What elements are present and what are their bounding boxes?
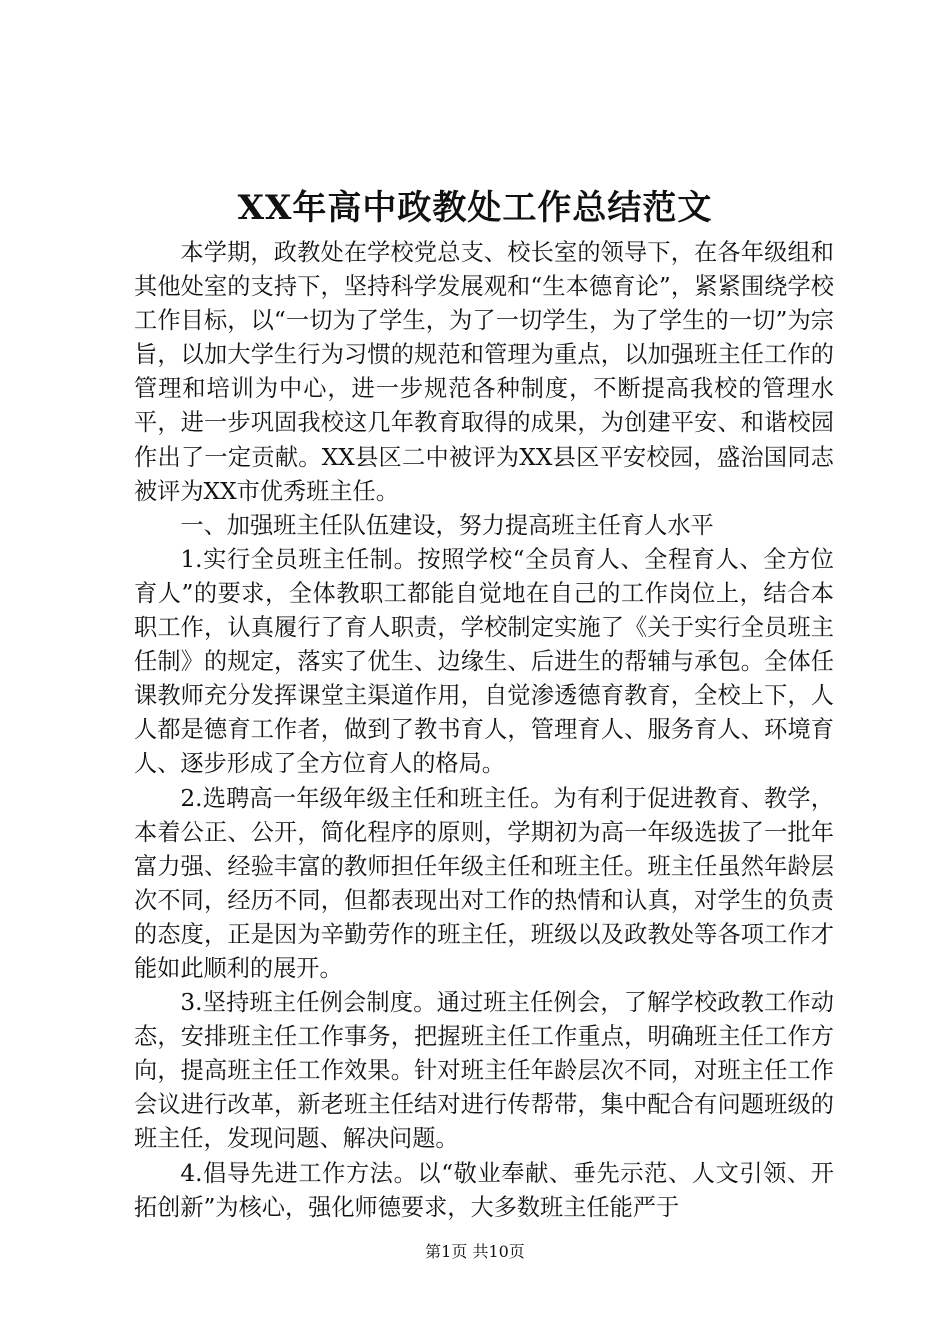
document-body bbox=[134, 236, 834, 1225]
paragraph-item-3: 3.坚持班主任例会制度。通过班主任例会，了解学校政教工作动态，安排班主任工作事务，把握班主任工作重点，明确班主任工作方向，提高班主任工作效果。针对班主任年龄层次不同，对班主任工作会议进行改革，新老班主任结对进行传帮带，集中配合有问题班级的班主任，发现问题、解决问题。 bbox=[134, 989, 834, 1153]
document-title: XX年高中政教处工作总结范文 bbox=[237, 188, 713, 228]
paragraph-item-4: 4.倡导先进工作方法。以“敬业奉献、垂先示范、人文引领、开拓创新”为核心，强化师德要求，大多数班主任能严于 bbox=[134, 1159, 834, 1221]
page-footer: 第1页 共10页 bbox=[425, 1242, 525, 1261]
paragraph-item-2: 2.选聘高一年级年级主任和班主任。为有利于促进教育、教学，本着公正、公开，简化程序的原则，学期初为高一年级选拔了一批年富力强、经验丰富的教师担任年级主任和班主任。班主任虽然年龄层次不同，经历不同，但都表现出对工作的热情和认真，对学生的负责的态度，正是因为辛勤劳作的班主任，班级以及政教处等各项工作才能如此顺利的展开。 bbox=[134, 784, 834, 982]
paragraph-item-1: 1.实行全员班主任制。按照学校“全员育人、全程育人、全方位育人”的要求，全体教职工都能自觉地在自己的工作岗位上，结合本职工作，认真履行了育人职责，学校制定实施了《关于实行全员班主任制》的规定，落实了优生、边缘生、后进生的帮辅与承包。全体任课教师充分发挥课堂主渠道作用，自觉渗透德育教育，全校上下，人人都是德育工作者，做到了教书育人，管理育人、服务育人、环境育人、逐步形成了全方位育人的格局。 bbox=[134, 545, 834, 778]
section-heading-1: 一、加强班主任队伍建设，努力提高班主任育人水平 bbox=[180, 511, 714, 539]
paragraph-intro: 本学期，政教处在学校党总支、校长室的领导下，在各年级组和其他处室的支持下，坚持科学发展观和“生本德育论”，紧紧围绕学校工作目标，以“一切为了学生，为了一切学生，为了学生的一切”为宗旨，以加大学生行为习惯的规范和管理为重点，以加强班主任工作的管理和培训为中心，进一步规范各种制度，不断提高我校的管理水平，进一步巩固我校这几年教育取得的成果，为创建平安、和谐校园作出了一定贡献。XX县区二中被评为XX县区平安校园，盛治国同志被评为XX市优秀班主任。 bbox=[134, 239, 834, 505]
